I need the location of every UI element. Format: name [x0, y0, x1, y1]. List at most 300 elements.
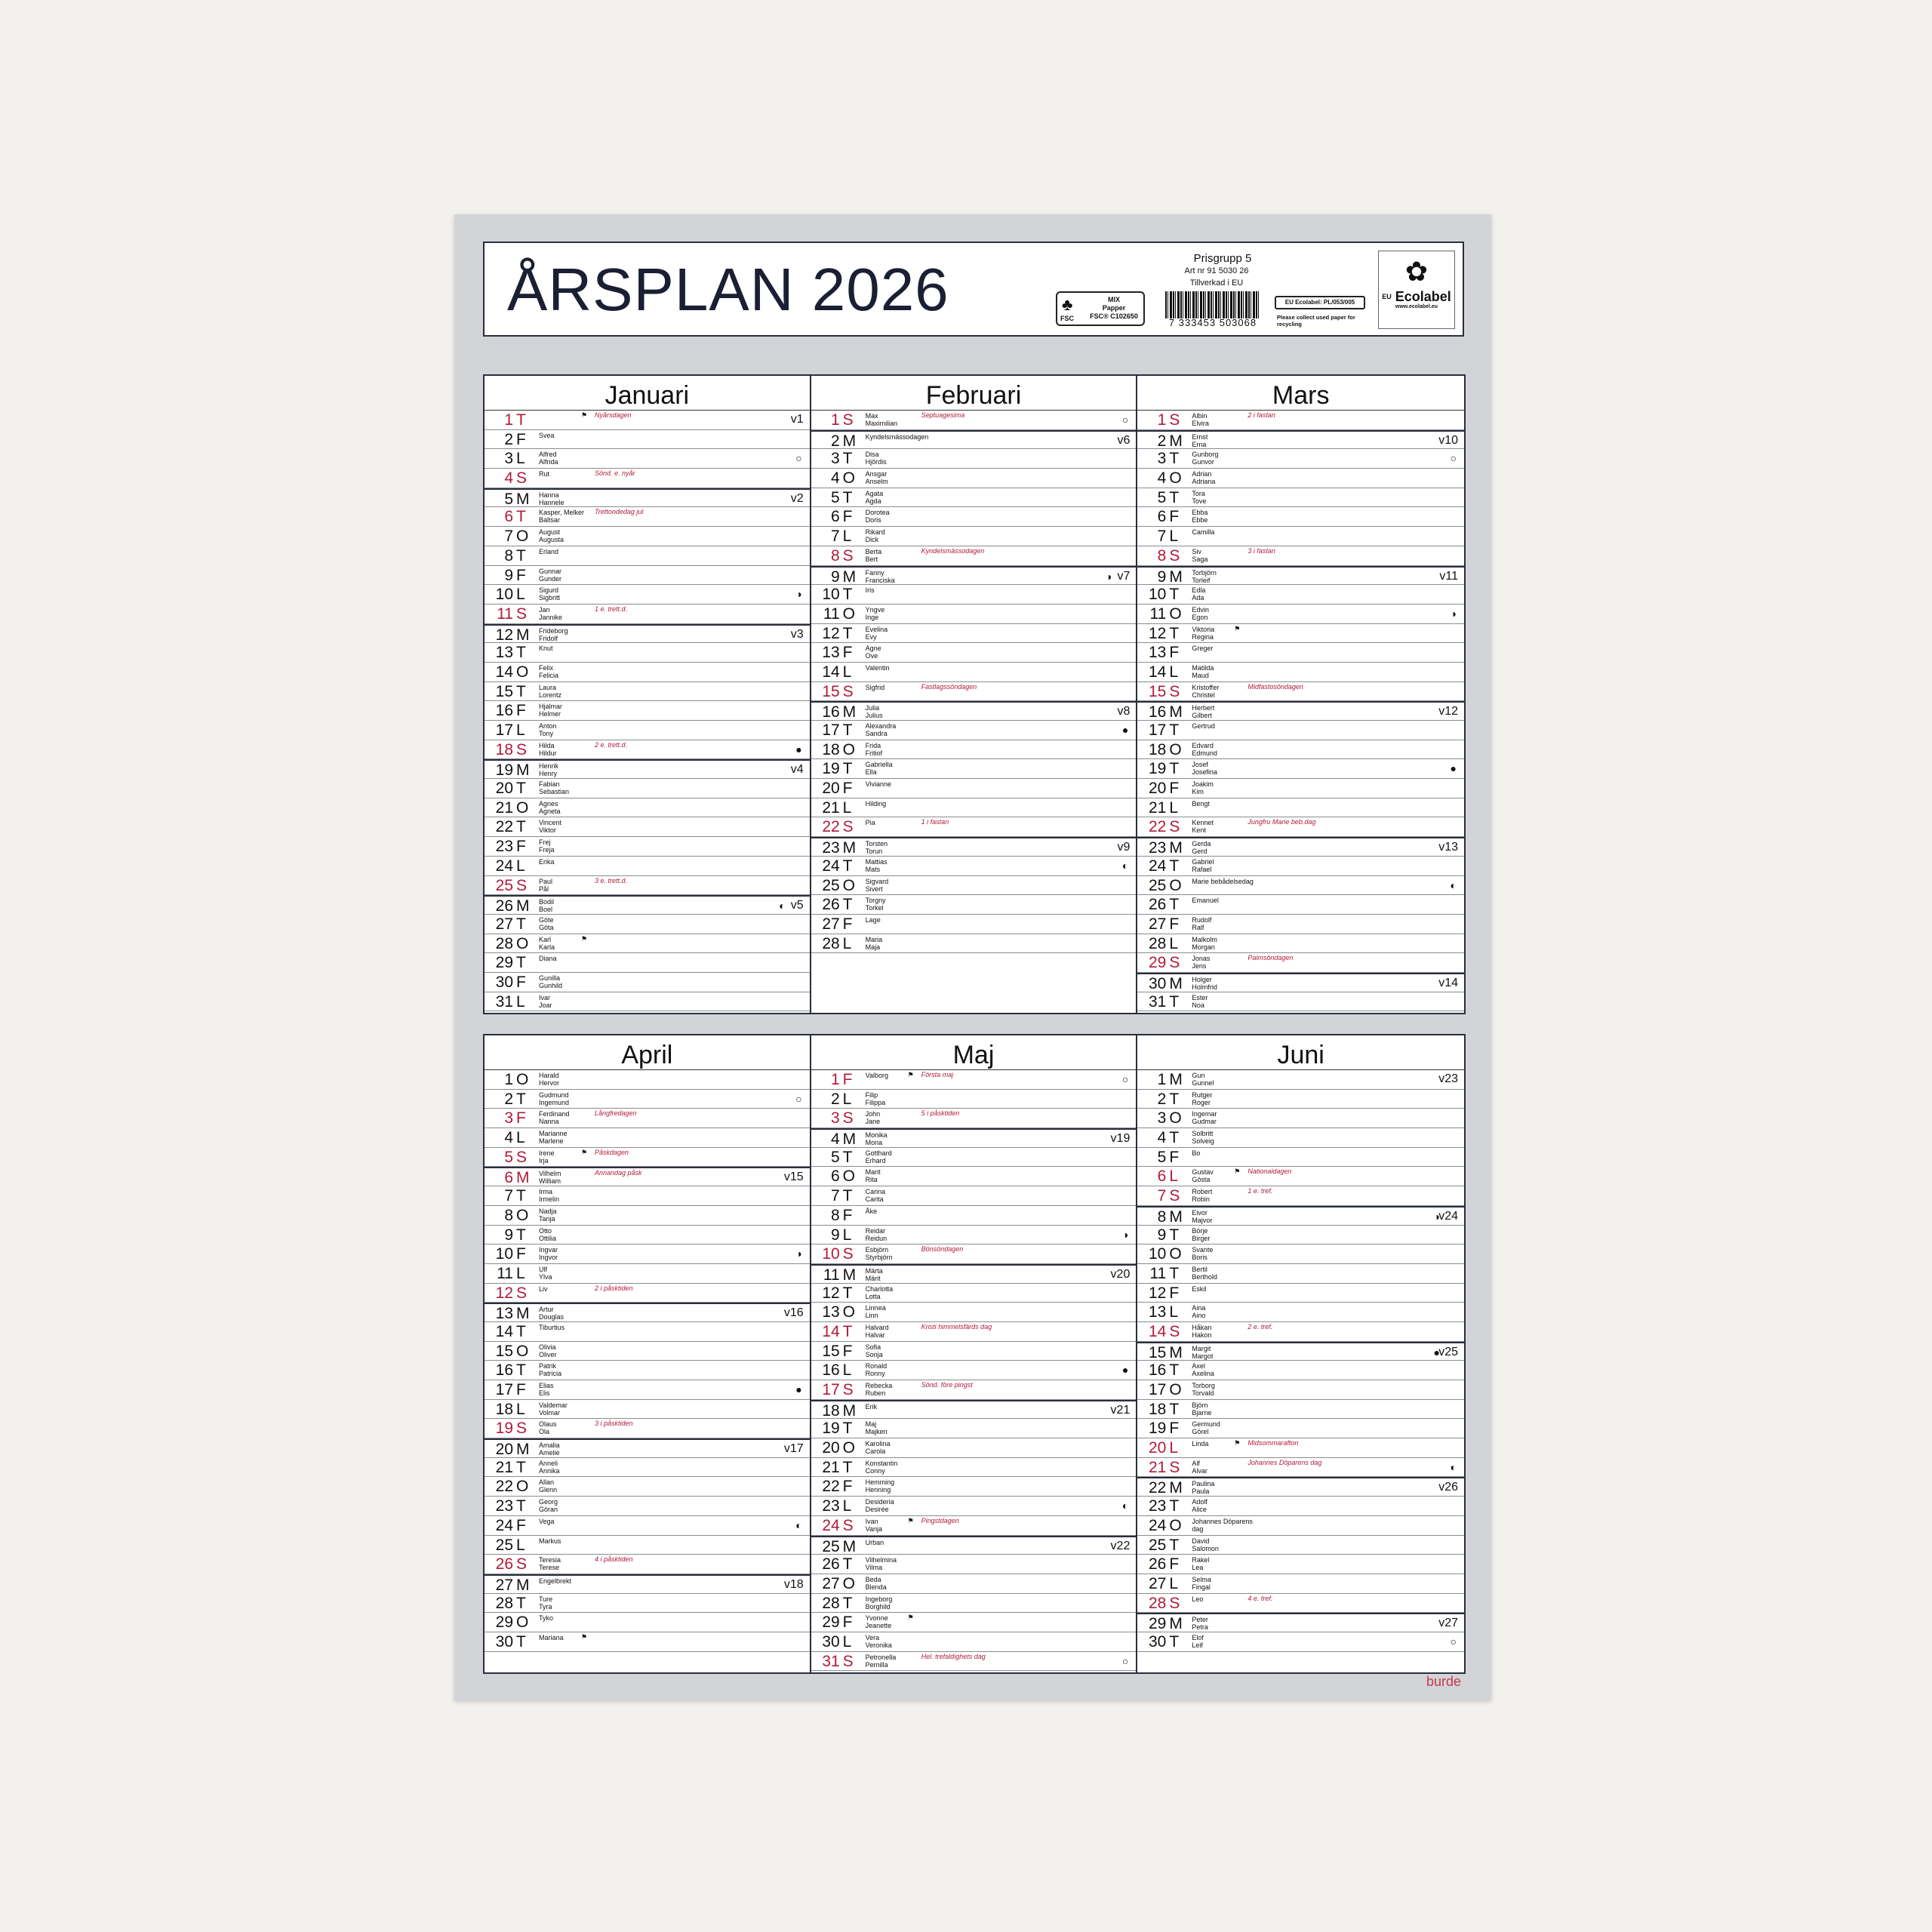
- weekday-letter: T: [516, 1090, 526, 1108]
- day-number: 19: [1148, 760, 1167, 778]
- weekday-letter: F: [516, 1245, 526, 1263]
- day-number: 2: [1157, 1090, 1167, 1108]
- moon-phase-icon: ●: [795, 743, 802, 755]
- day-row: [485, 1148, 810, 1168]
- day-number: 27: [495, 915, 513, 933]
- name-day: Rikard Dick: [865, 528, 885, 544]
- day-row: [485, 857, 810, 876]
- day-row: [811, 546, 1137, 566]
- weekday-letter: F: [516, 702, 526, 720]
- weekday-letter: M: [1169, 432, 1183, 450]
- weekday-letter: T: [516, 1361, 526, 1380]
- moon-phase-icon: ●: [1433, 1346, 1441, 1358]
- day-number: 26: [1148, 1555, 1167, 1574]
- day-row: [485, 411, 810, 430]
- day-row: [1137, 1128, 1464, 1148]
- day-number: 15: [822, 1342, 840, 1360]
- day-number: 3: [504, 1109, 513, 1128]
- day-number: 16: [822, 703, 840, 721]
- day-row: [485, 1632, 810, 1652]
- weekday-letter: F: [842, 780, 853, 798]
- weekday-letter: S: [1169, 1322, 1180, 1340]
- name-day: Edla Ada: [1192, 586, 1206, 602]
- day-number: 20: [1148, 780, 1167, 798]
- name-day: Liv: [539, 1284, 548, 1293]
- moon-phase-icon: ●: [1121, 724, 1129, 736]
- day-row: [485, 1167, 810, 1186]
- weekday-letter: T: [1169, 760, 1180, 778]
- weekday-letter: M: [516, 1576, 530, 1594]
- name-day: Åke: [865, 1207, 878, 1215]
- name-day: Patrik Patricia: [539, 1362, 562, 1378]
- day-number: 8: [1157, 1208, 1167, 1226]
- weekday-letter: S: [516, 1284, 528, 1302]
- eu-ecolabel-code: EU Ecolabel: PL/053/005: [1275, 296, 1365, 309]
- day-row: [485, 1594, 810, 1614]
- day-row: [1137, 507, 1464, 527]
- name-day: Linda: [1192, 1440, 1209, 1448]
- name-day: Eivor Majvor: [1192, 1208, 1213, 1224]
- day-row: [1137, 1226, 1464, 1245]
- day-number: 4: [504, 1129, 513, 1147]
- name-day: Marit Rita: [865, 1168, 881, 1184]
- name-day: Torbjörn Torleif: [1192, 568, 1217, 584]
- name-day: Hilding: [865, 799, 887, 808]
- name-day: Bertil Berthold: [1192, 1265, 1217, 1281]
- name-day: Ulf Ylva: [539, 1265, 552, 1281]
- month-name: Maj: [811, 1035, 1137, 1070]
- day-row: [485, 1574, 810, 1594]
- name-day: Viktoria Regina: [1192, 625, 1215, 641]
- weekday-letter: T: [516, 1226, 526, 1244]
- day-number: 28: [1148, 934, 1167, 952]
- day-row: [811, 895, 1137, 915]
- weekday-letter: O: [1169, 876, 1182, 894]
- name-day: John Jane: [865, 1110, 881, 1126]
- holiday-label: 1 i fastan: [921, 818, 949, 826]
- ecolabel-url: www.ecolabel.eu: [1395, 304, 1438, 309]
- day-row: [1137, 837, 1464, 857]
- holiday-label: Första maj: [921, 1071, 954, 1078]
- name-day: Harald Hervor: [539, 1072, 560, 1087]
- day-number: 23: [495, 1497, 513, 1515]
- day-number: 21: [495, 798, 513, 817]
- name-day: Yvonne Jeanette: [865, 1614, 892, 1630]
- day-row: [811, 488, 1137, 508]
- day-number: 12: [495, 626, 513, 644]
- day-number: 24: [495, 857, 513, 875]
- recycle-text: Please collect used paper for recycling: [1277, 314, 1355, 328]
- name-day: Erika: [539, 857, 555, 866]
- day-row: [811, 624, 1137, 644]
- weekday-letter: L: [516, 1400, 525, 1418]
- day-number: 31: [822, 1652, 840, 1670]
- day-number: 18: [495, 740, 513, 758]
- name-day: Ture Tyra: [539, 1595, 553, 1611]
- day-number: 17: [495, 721, 513, 739]
- name-day: Beda Blenda: [865, 1575, 887, 1591]
- name-day: Björn Bjarne: [1192, 1401, 1212, 1417]
- quarter-grid-2: [483, 1034, 1466, 1674]
- month-name: Januari: [485, 376, 810, 411]
- day-row: [485, 721, 810, 740]
- day-row: [485, 876, 810, 896]
- weekday-letter: T: [516, 682, 526, 700]
- day-number: 16: [1148, 1361, 1167, 1380]
- weekday-letter: L: [516, 450, 525, 468]
- name-day: Josef Josefina: [1192, 761, 1217, 777]
- name-day: Knut: [539, 645, 553, 653]
- weekday-letter: S: [1169, 1594, 1180, 1612]
- weekday-letter: T: [842, 1148, 853, 1166]
- name-day: Peter Petra: [1192, 1616, 1208, 1632]
- name-day: Bo: [1192, 1149, 1201, 1157]
- day-row: [811, 1206, 1137, 1226]
- weekday-letter: M: [842, 1131, 857, 1149]
- day-row: [1137, 682, 1464, 702]
- name-day: Rebecka Ruben: [865, 1382, 893, 1397]
- name-day: Julia Julius: [865, 704, 883, 720]
- weekday-letter: O: [1169, 469, 1182, 488]
- holiday-label: Kristi himmelsfärds dag: [921, 1322, 992, 1331]
- day-number: 25: [495, 1536, 513, 1554]
- day-number: 30: [1148, 1632, 1167, 1651]
- weekday-letter: L: [1169, 1168, 1179, 1186]
- day-row: [811, 876, 1137, 896]
- holiday-label: 2 e. tref.: [1247, 1322, 1273, 1331]
- name-day: Halvard Halvar: [865, 1323, 889, 1339]
- name-day: Camilla: [1192, 528, 1215, 537]
- day-number: 11: [1149, 1264, 1167, 1282]
- name-day: Olaus Ola: [539, 1420, 557, 1436]
- weekday-letter: M: [1169, 568, 1183, 586]
- weekday-letter: O: [516, 528, 529, 546]
- day-row: [1137, 1497, 1464, 1516]
- day-number: 26: [822, 1555, 840, 1574]
- day-row: [1137, 1109, 1464, 1128]
- day-row: [1137, 1594, 1464, 1614]
- day-row: [811, 527, 1137, 546]
- day-row: [811, 1322, 1137, 1342]
- holiday-label: 3 i påsktiden: [595, 1420, 633, 1428]
- weekday-letter: T: [1169, 992, 1180, 1011]
- day-number: 13: [1148, 1303, 1167, 1321]
- moon-phase-icon: ○: [1121, 1654, 1129, 1667]
- name-day: Ivar Joar: [539, 993, 552, 1009]
- weekday-letter: F: [516, 1516, 526, 1534]
- moon-phase-icon: ●: [1121, 1364, 1129, 1377]
- name-day: Sigfrid: [865, 683, 885, 691]
- day-row: [485, 585, 810, 605]
- name-day: Tiburtius: [539, 1323, 565, 1331]
- week-number: v15: [783, 1171, 804, 1184]
- day-number: 13: [1148, 644, 1167, 662]
- weekday-letter: T: [516, 411, 526, 429]
- name-day: Maria Maja: [865, 935, 883, 951]
- holiday-label: Midfastosöndagen: [1247, 682, 1303, 691]
- day-row: [811, 1458, 1137, 1478]
- day-row: [1137, 876, 1464, 896]
- day-row: [1137, 566, 1464, 586]
- name-day: Jan Jannike: [539, 605, 563, 621]
- weekday-letter: S: [516, 740, 528, 758]
- name-day: Ferdinand Nanna: [539, 1110, 570, 1126]
- day-number: 21: [822, 1458, 840, 1476]
- weekday-letter: T: [516, 1458, 526, 1476]
- name-day: Elof Leif: [1192, 1633, 1204, 1649]
- month-name: Juni: [1137, 1035, 1464, 1070]
- day-row: [1137, 740, 1464, 760]
- weekday-letter: O: [842, 876, 856, 894]
- name-day: Vera Veronika: [865, 1633, 892, 1649]
- name-day: Karl Karla: [539, 935, 555, 951]
- week-number: v1: [790, 413, 804, 426]
- weekday-letter: O: [1169, 1109, 1182, 1128]
- moon-phase-icon: ●: [795, 1383, 802, 1395]
- weekday-letter: F: [516, 973, 526, 991]
- day-row: [1137, 1090, 1464, 1109]
- weekday-letter: T: [1169, 1497, 1180, 1515]
- name-day: Anton Tony: [539, 722, 557, 737]
- moon-phase-icon: ●: [1450, 762, 1457, 775]
- weekday-letter: M: [516, 761, 530, 780]
- weekday-letter: T: [516, 508, 526, 526]
- holiday-label: Sönd. e. nyår: [595, 469, 635, 478]
- weekday-letter: T: [842, 760, 853, 778]
- weekday-letter: F: [1169, 508, 1180, 526]
- day-number: 10: [822, 586, 840, 604]
- day-number: 23: [1148, 839, 1167, 857]
- weekday-letter: L: [842, 934, 852, 952]
- name-day: Fabian Sebastian: [539, 780, 570, 796]
- name-day: Hjalmar Helmer: [539, 703, 563, 718]
- moon-phase-icon: ◑: [1121, 1228, 1129, 1241]
- day-row: [485, 1303, 810, 1322]
- day-row: [811, 663, 1137, 682]
- day-number: 17: [822, 1381, 840, 1398]
- name-day: Marianne Marlene: [539, 1130, 568, 1146]
- month-mars: [1137, 376, 1464, 1013]
- day-row: [1137, 1555, 1464, 1574]
- moon-phase-icon: ◑: [795, 1247, 802, 1260]
- day-number: 29: [1148, 954, 1167, 972]
- week-number: v21: [1110, 1403, 1131, 1417]
- weekday-letter: L: [516, 1129, 525, 1147]
- day-row: [485, 1536, 810, 1555]
- day-row: [811, 469, 1137, 488]
- weekday-letter: T: [516, 780, 526, 798]
- month-februari: [811, 376, 1138, 1013]
- weekday-letter: O: [1169, 605, 1182, 623]
- moon-phase-icon: ○: [1121, 414, 1129, 426]
- holiday-label: 4 i påsktiden: [595, 1555, 633, 1564]
- day-number: 3: [830, 1109, 840, 1128]
- day-number: 24: [495, 1516, 513, 1534]
- day-row: [811, 507, 1137, 527]
- day-row: [811, 721, 1137, 740]
- weekday-letter: O: [842, 1303, 856, 1321]
- month-januari: [485, 376, 811, 1013]
- weekday-letter: O: [842, 1439, 856, 1457]
- day-row: [1137, 469, 1464, 488]
- day-row: [1137, 1342, 1464, 1361]
- name-day: Emanuel: [1192, 897, 1219, 905]
- name-day: Reidar Reidun: [865, 1226, 888, 1242]
- day-row: [485, 605, 810, 624]
- day-number: 2: [830, 432, 840, 450]
- name-day: Gabriel Rafael: [1192, 857, 1214, 873]
- name-day: August Augusta: [539, 528, 565, 544]
- day-number: 14: [822, 663, 840, 681]
- weekday-letter: T: [1169, 1536, 1180, 1554]
- day-row: [811, 1244, 1137, 1264]
- day-number: 12: [1148, 624, 1167, 642]
- flag-icon: ⚑: [581, 1632, 588, 1641]
- day-number: 16: [495, 702, 513, 720]
- day-row: [811, 1574, 1137, 1594]
- day-row: [485, 953, 810, 973]
- weekday-letter: M: [1169, 1479, 1183, 1497]
- day-row: [485, 469, 810, 488]
- week-number: v14: [1438, 976, 1459, 989]
- name-day: Amalia Amelie: [539, 1441, 560, 1457]
- day-number: 28: [1148, 1594, 1167, 1612]
- name-day: Alf Alvar: [1192, 1459, 1208, 1475]
- name-day: Torsten Torun: [865, 840, 888, 856]
- name-day: Vilhelm William: [539, 1170, 561, 1186]
- day-number: 19: [1148, 1420, 1167, 1438]
- weekday-letter: L: [842, 798, 852, 817]
- day-number: 24: [822, 857, 840, 875]
- day-number: 8: [830, 1206, 840, 1224]
- day-number: 20: [822, 1439, 840, 1457]
- day-number: 9: [1157, 568, 1167, 586]
- day-number: 4: [1157, 1129, 1167, 1147]
- day-row: [485, 837, 810, 857]
- moon-phase-icon: ○: [795, 452, 802, 465]
- day-row: [485, 1226, 810, 1245]
- name-day: Laura Lorentz: [539, 683, 562, 699]
- weekday-letter: T: [1169, 1361, 1180, 1380]
- weekday-letter: F: [516, 430, 526, 448]
- day-number: 14: [822, 1322, 840, 1340]
- name-day: Germund Görel: [1192, 1420, 1220, 1436]
- day-number: 13: [495, 644, 513, 662]
- name-day: Irene Irja: [539, 1149, 555, 1164]
- weekday-letter: M: [842, 1537, 857, 1555]
- day-number: 10: [495, 1245, 513, 1263]
- weekday-letter: T: [842, 1187, 853, 1205]
- day-number: 20: [822, 780, 840, 798]
- name-day: Alexandra Sandra: [865, 722, 897, 737]
- weekday-letter: L: [516, 1536, 525, 1554]
- moon-phase-icon: ◐: [1121, 859, 1129, 872]
- name-day: Desideria Desirée: [865, 1498, 894, 1514]
- moon-phase-icon: ○: [1121, 1073, 1129, 1085]
- holiday-label: Pingstdagen: [921, 1516, 959, 1524]
- day-row: [1137, 1070, 1464, 1090]
- weekday-letter: M: [1169, 1208, 1183, 1226]
- moon-phase-icon: ◑: [1433, 1210, 1441, 1223]
- day-row: [811, 449, 1137, 469]
- day-row: [485, 1206, 810, 1226]
- weekday-letter: T: [516, 915, 526, 933]
- ecolabel-word: $^{EU}$ Ecolabel: [1382, 289, 1451, 304]
- day-number: 27: [822, 1574, 840, 1592]
- day-number: 26: [1148, 896, 1167, 914]
- holiday-label: 3 i fastan: [1247, 546, 1275, 555]
- day-row: [485, 1516, 810, 1536]
- name-day: Bengt: [1192, 799, 1210, 808]
- weekday-letter: T: [842, 1322, 853, 1340]
- day-row: [1137, 546, 1464, 566]
- weekday-letter: O: [516, 934, 529, 952]
- day-number: 26: [495, 1555, 513, 1574]
- name-day: Gotthard Erhard: [865, 1149, 892, 1164]
- weekday-letter: T: [1169, 1632, 1180, 1651]
- weekday-letter: O: [1169, 1381, 1182, 1398]
- week-number: v10: [1438, 433, 1459, 447]
- week-number: v7: [1117, 569, 1131, 583]
- name-day: Elias Elis: [539, 1382, 554, 1397]
- name-day: Svea: [539, 431, 555, 439]
- weekday-letter: M: [516, 1441, 530, 1459]
- day-row: [811, 1419, 1137, 1438]
- day-row: [811, 740, 1137, 760]
- month-name: Februari: [811, 376, 1137, 411]
- week-number: v23: [1438, 1072, 1459, 1085]
- day-row: [485, 1400, 810, 1420]
- day-number: 20: [1148, 1439, 1167, 1457]
- day-number: 7: [1157, 528, 1167, 546]
- holiday-label: 2 i fastan: [1247, 411, 1275, 419]
- name-day: Evelina Evy: [865, 625, 888, 641]
- name-day: Frideborg Fridolf: [539, 626, 568, 642]
- name-day: Lage: [865, 915, 881, 924]
- name-day: Ingvar Ingvor: [539, 1246, 558, 1262]
- barcode-number: 7 333453 503068: [1168, 317, 1257, 328]
- day-row: [1137, 1400, 1464, 1420]
- weekday-letter: O: [516, 1071, 529, 1088]
- weekday-letter: F: [516, 1109, 526, 1128]
- weekday-letter: F: [516, 566, 526, 584]
- name-day: Petronella Pernilla: [865, 1653, 897, 1669]
- weekday-letter: M: [1169, 1343, 1183, 1361]
- weekday-letter: S: [842, 1381, 854, 1398]
- day-row: [485, 1284, 810, 1303]
- weekday-letter: T: [842, 1555, 853, 1574]
- day-row: [1137, 1613, 1464, 1632]
- name-day: Paul Pål: [539, 877, 553, 893]
- day-row: [1137, 488, 1464, 508]
- holiday-label: Långfredagen: [595, 1109, 637, 1118]
- day-row: [811, 837, 1137, 857]
- day-row: [485, 1419, 810, 1438]
- weekday-letter: T: [1169, 1226, 1180, 1244]
- holiday-label: Jungfru Marie beb.dag: [1247, 818, 1316, 826]
- day-number: 7: [830, 528, 840, 546]
- day-row: [811, 1070, 1137, 1090]
- day-row: [1137, 817, 1464, 837]
- flag-icon: ⚑: [581, 934, 588, 943]
- moon-phase-icon: ◐: [1121, 1500, 1129, 1512]
- name-day: Artur Douglas: [539, 1306, 565, 1321]
- day-row: [485, 682, 810, 702]
- day-number: 23: [822, 839, 840, 857]
- day-number: 11: [1149, 605, 1167, 623]
- weekday-letter: L: [516, 857, 525, 875]
- day-row: [485, 1128, 810, 1148]
